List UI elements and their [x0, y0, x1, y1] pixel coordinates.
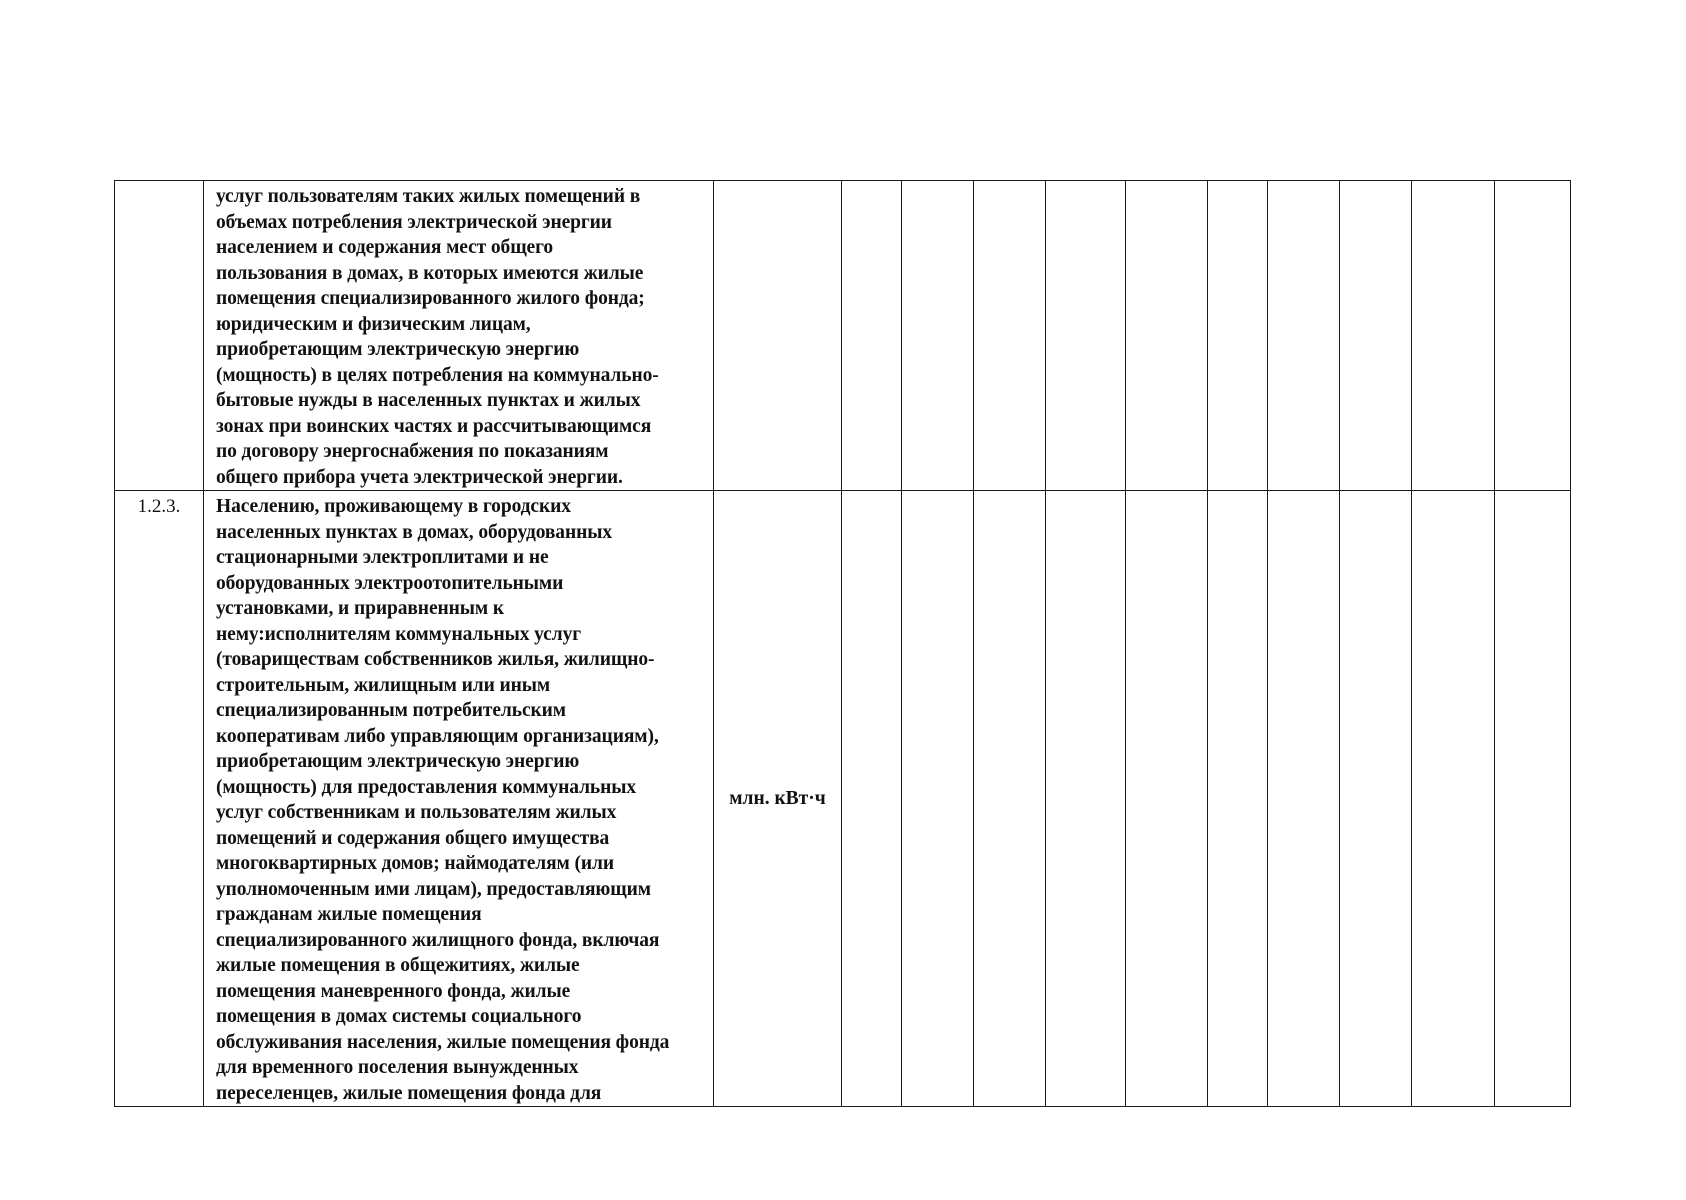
value-cell [1412, 181, 1495, 491]
row-number-cell: 1.2.3. [115, 491, 204, 1107]
value-cell [1126, 181, 1208, 491]
value-cell [842, 181, 902, 491]
document-page [114, 180, 1570, 1104]
value-cell [1495, 181, 1571, 491]
row-description-cell: Населению, проживающему в городских населенных пунктах в домах, оборудованных стационарными электроплитами и не оборудованных электроотопительными установками, и приравненным к нему:исполнителям коммунальных услуг (товариществам собственников жилья, жилищно- строительным, жилищным или иным специализированным потребительским кооперативам либо управляющим организациям), приобретающим электрическую энергию (мощность) для предоставления коммунальных услуг собственникам и пользователям жилых помещений и содержания общего имущества многоквартирных домов; наймодателям (или уполномоченным ими лицам), предоставляющим гражданам жилые помещения специализированного жилищного фонда, включая жилые помещения в общежитиях, жилые помещения маневренного фонда, жилые помещения в домах системы социального обслуживания населения, жилые помещения фонда для временного поселения вынужденных переселенцев, жилые помещения фонда для [204, 491, 714, 1107]
value-cell [902, 181, 974, 491]
value-cell [1208, 491, 1268, 1107]
value-cell [1340, 491, 1412, 1107]
value-cell [1208, 181, 1268, 491]
value-cell [1340, 181, 1412, 491]
value-cell [974, 491, 1046, 1107]
value-cell [1268, 181, 1340, 491]
tariff-table [114, 180, 1571, 1107]
value-cell [974, 181, 1046, 491]
value-cell [1412, 491, 1495, 1107]
table-row [115, 181, 1571, 491]
value-cell [1268, 491, 1340, 1107]
row-description-cell: услуг пользователям таких жилых помещений в объемах потребления электрической энергии населением и содержания мест общего пользования в домах, в которых имеются жилые помещения специализированного жилого фонда; юридическим и физическим лицам, приобретающим электрическую энергию (мощность) в целях потребления на коммунально- бытовые нужды в населенных пунктах и жилых зонах при воинских частях и рассчитывающимся по договору энергоснабжения по показаниям общего прибора учета электрической энергии. [204, 181, 714, 491]
row-unit-cell: млн. кВт·ч [714, 491, 842, 1107]
value-cell [1126, 491, 1208, 1107]
table-row [115, 491, 1571, 1107]
value-cell [1046, 181, 1126, 491]
value-cell [902, 491, 974, 1107]
value-cell [1046, 491, 1126, 1107]
value-cell [1495, 491, 1571, 1107]
row-unit-cell [714, 181, 842, 491]
value-cell [842, 491, 902, 1107]
row-number-cell [115, 181, 204, 491]
